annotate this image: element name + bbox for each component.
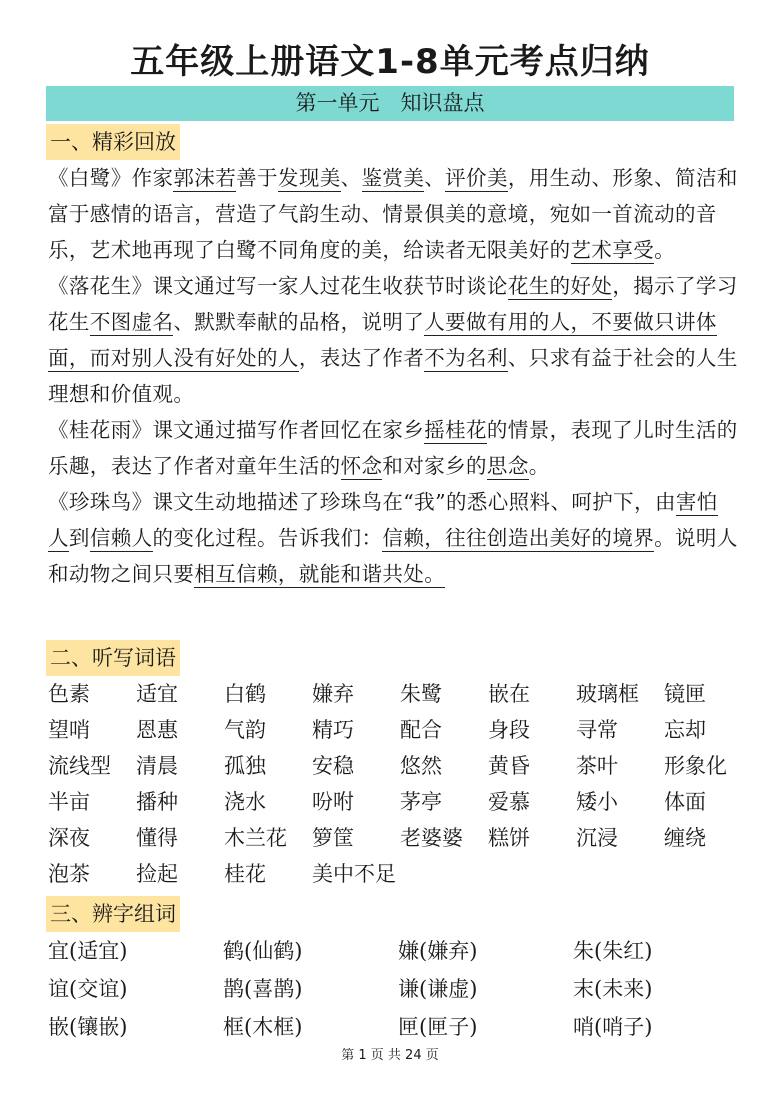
vocab-word: 茶叶 (576, 754, 618, 778)
char-pair: 末(未来) (573, 977, 653, 1001)
char-pair: 朱(朱红) (573, 939, 653, 963)
key-phrase: 郭沫若 (173, 166, 237, 190)
vocab-grid (48, 676, 748, 892)
key-phrase: 怀念 (340, 454, 383, 478)
vocab-word: 茅亭 (400, 790, 442, 814)
vocab-word: 老婆婆 (400, 826, 463, 850)
text-run: 、默默奉献的品格，说明了 (173, 310, 425, 334)
vocab-word: 懂得 (136, 826, 178, 850)
text-run: 。 (528, 454, 550, 478)
vocab-word: 气韵 (224, 718, 266, 742)
text-run: ，用生动、形象、简洁和富于感情的语言，营造了气韵生动、情景俱美的意境，宛如一首流动的音乐，艺术地再现了白鹭不同角度的美，给读者无限美好的 (48, 166, 738, 262)
vocab-word: 嵌在 (488, 682, 530, 706)
text-run: 。 (654, 238, 676, 262)
vocab-word: 黄昏 (488, 754, 530, 778)
vocab-word: 白鹤 (224, 682, 266, 706)
text-run: 《桂花雨》课文通过描写作者回忆在家乡 (48, 418, 425, 442)
vocab-word: 木兰花 (224, 826, 287, 850)
key-phrase: 评价美 (445, 166, 508, 190)
char-pair: 嫌(嫌弃) (398, 939, 478, 963)
vocab-word: 箩筐 (312, 826, 354, 850)
char-pair: 匣(匣子) (398, 1015, 478, 1039)
vocab-word: 忘却 (664, 718, 706, 742)
text-run: 。说明人和动物之间只要 (48, 526, 738, 586)
vocab-word: 配合 (400, 718, 442, 742)
vocab-word: 色素 (48, 682, 90, 706)
vocab-word: 美中不足 (312, 862, 396, 886)
vocab-word: 流线型 (48, 754, 111, 778)
key-phrase: 害怕人 (48, 490, 718, 550)
key-phrase: 不为名利 (424, 346, 508, 370)
text-run: ，揭示了学习花生 (48, 274, 738, 334)
vocab-word: 精巧 (312, 718, 354, 742)
recap-paragraph (48, 412, 738, 484)
unit-banner: 第一单元 知识盘点 (46, 86, 734, 121)
vocab-word: 矮小 (576, 790, 618, 814)
key-phrase: 花生的好处 (507, 274, 613, 298)
vocab-word: 寻常 (576, 718, 618, 742)
char-pair: 鹤(仙鹤) (223, 939, 303, 963)
key-phrase: 摇桂花 (424, 418, 487, 442)
section-heading-distinguish: 三、辨字组词 (46, 896, 180, 932)
key-phrase: 艺术享受 (570, 238, 655, 262)
vocab-word: 适宜 (136, 682, 178, 706)
section-heading-dictation: 二、听写词语 (46, 640, 180, 676)
page-footer: 第 1 页 共 24 页 (341, 1048, 439, 1063)
vocab-word: 悠然 (400, 754, 442, 778)
vocab-word: 播种 (136, 790, 178, 814)
key-phrase: 信赖，往往创造出美好的境界 (382, 526, 655, 550)
char-pair: 谊(交谊) (48, 977, 128, 1001)
vocab-word: 糕饼 (488, 826, 530, 850)
vocab-word: 桂花 (224, 862, 266, 886)
vocab-word: 泡茶 (48, 862, 90, 886)
vocab-word: 安稳 (312, 754, 354, 778)
key-phrase: 不图虚名 (89, 310, 174, 334)
char-pair: 框(木框) (223, 1015, 303, 1039)
text-run: 《珍珠鸟》课文生动地描述了珍珠鸟在“我”的悉心照料、呵护下，由 (48, 490, 676, 514)
recap-paragraphs (48, 160, 738, 592)
char-pair: 谦(谦虚) (398, 977, 478, 1001)
vocab-word: 朱鹭 (400, 682, 442, 706)
vocab-word: 望哨 (48, 718, 90, 742)
vocab-word: 吩咐 (312, 790, 354, 814)
key-phrase: 相互信赖，就能和谐共处。 (194, 562, 446, 586)
char-pair-grid (48, 932, 748, 1046)
vocab-word: 孤独 (224, 754, 266, 778)
text-run: 和对家乡的 (382, 454, 487, 478)
key-phrase: 发现美 (277, 166, 341, 190)
vocab-word: 清晨 (136, 754, 178, 778)
text-run: 、只求有益于社会的人生理想和价值观。 (48, 346, 738, 406)
recap-paragraph (48, 484, 738, 592)
text-run: 《落花生》课文通过写一家人过花生收获节时谈论 (48, 274, 508, 298)
text-run: 《白鹭》作家 (48, 166, 174, 190)
vocab-word: 形象化 (664, 754, 727, 778)
key-phrase: 思念 (486, 454, 529, 478)
vocab-word: 爱慕 (488, 790, 530, 814)
char-pair: 宜(适宜) (48, 939, 128, 963)
vocab-word: 嫌弃 (312, 682, 354, 706)
vocab-word: 半亩 (48, 790, 90, 814)
text-run: ，表达了作者 (298, 346, 425, 370)
text-run: 到 (68, 526, 90, 550)
text-run: 的变化过程。告诉我们： (152, 526, 383, 550)
recap-paragraph (48, 160, 738, 268)
vocab-word: 身段 (488, 718, 530, 742)
vocab-word: 捡起 (136, 862, 178, 886)
text-run: 善于 (236, 166, 278, 190)
vocab-word: 缠绕 (664, 826, 706, 850)
char-pair: 鹊(喜鹊) (223, 977, 303, 1001)
text-run: 、 (340, 166, 362, 190)
vocab-word: 镜匣 (664, 682, 706, 706)
text-run: 、 (424, 166, 446, 190)
vocab-word: 浇水 (224, 790, 266, 814)
key-phrase: 鉴赏美 (361, 166, 425, 190)
key-phrase: 信赖人 (89, 526, 153, 550)
char-pair: 嵌(镶嵌) (48, 1015, 128, 1039)
key-phrase: 人要做有用的人，不要做只讲体面，而对别人没有好处的人 (48, 310, 717, 370)
vocab-word: 深夜 (48, 826, 90, 850)
recap-paragraph (48, 268, 738, 412)
vocab-word: 玻璃框 (576, 682, 639, 706)
document-title: 五年级上册语文1-8单元考点归纳 (130, 42, 650, 82)
text-run: 的情景，表现了儿时生活的乐趣，表达了作者对童年生活的 (48, 418, 738, 478)
section-heading-recap: 一、精彩回放 (46, 124, 180, 160)
char-pair: 哨(哨子) (573, 1015, 653, 1039)
vocab-word: 恩惠 (136, 718, 178, 742)
vocab-word: 沉浸 (576, 826, 618, 850)
vocab-word: 体面 (664, 790, 706, 814)
